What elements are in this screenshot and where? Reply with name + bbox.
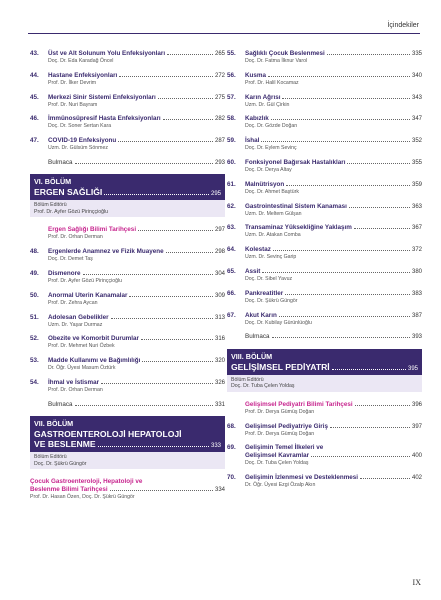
toc-entry[interactable]	[30, 115, 225, 130]
entry-page: 352	[411, 138, 422, 145]
entry-page: 393	[411, 334, 422, 341]
entry-title: Üst ve Alt Solunum Yolu Enfeksiyonları	[48, 50, 166, 57]
entry-title: Assit	[245, 267, 261, 275]
toc-entry-history[interactable]	[30, 226, 225, 241]
entry-author: Uzm. Dr. Meltem Gülşan	[245, 210, 302, 217]
entry-page: 402	[411, 475, 422, 482]
toc-entry[interactable]	[30, 94, 225, 109]
entry-number: 44.	[30, 71, 39, 79]
toc-entry[interactable]	[30, 314, 225, 329]
entry-number: 50.	[30, 291, 39, 299]
toc-entry[interactable]	[227, 246, 422, 261]
entry-page: 372	[411, 247, 422, 254]
entry-number: 63.	[227, 224, 236, 232]
entry-number: 48.	[30, 248, 39, 256]
entry-title: Gelişimsel Pediyatri Bilimi Tarihçesi	[245, 400, 353, 408]
entry-author: Doç. Dr. Derya Altay	[245, 166, 292, 173]
entry-number: 53.	[30, 357, 39, 365]
toc-group	[227, 50, 422, 326]
entry-page: 304	[214, 271, 225, 278]
entry-title-line2: Beslenme Bilimi Tarihçesi	[30, 486, 108, 494]
entry-author: Prof. Dr. Halil Kocamaz	[245, 79, 299, 86]
toc-group	[227, 401, 422, 437]
entry-author: Prof. Dr. Zehra Aycan	[48, 299, 98, 306]
toc-entry[interactable]	[227, 224, 422, 239]
entry-author: Uzm. Dr. Atakan Comba	[245, 232, 301, 239]
toc-entry[interactable]	[30, 72, 225, 87]
entry-author: Prof. Dr. Orhan Derman	[48, 234, 103, 241]
toc-entry[interactable]	[30, 137, 225, 152]
entry-page: 272	[214, 72, 225, 79]
entry-author: Uzm. Dr. Yaşar Durmaz	[48, 321, 103, 328]
entry-number: 55.	[227, 50, 236, 57]
entry-author: Doç. Dr. Ahmet Baştürk	[245, 188, 299, 195]
entry-page: 380	[411, 268, 422, 275]
entry-number: 67.	[227, 311, 236, 319]
entry-page: 293	[214, 159, 225, 166]
entry-number: 43.	[30, 50, 39, 57]
toc-entry[interactable]	[30, 335, 225, 350]
toc-entry[interactable]	[30, 357, 225, 372]
entry-author: Prof. Dr. Derya Gümüş Doğan	[245, 430, 315, 437]
entry-title: COVID-19 Enfeksiyonu	[48, 137, 117, 145]
entry-number: 61.	[227, 180, 236, 188]
toc-entry-history[interactable]	[30, 478, 225, 501]
entry-author: Doç. Dr. Sibel Yavuz	[245, 275, 293, 282]
entry-title: Ergen Sağlığı Bilimi Tarihçesi	[48, 226, 137, 234]
entry-page: 275	[214, 94, 225, 101]
entry-author: Doç. Dr. Kubilay Gürünlüoğlu	[245, 319, 312, 326]
toc-right-column	[227, 50, 422, 496]
entry-title: Bulmaca	[48, 400, 73, 408]
toc-entry-bulmaca[interactable]	[30, 159, 225, 167]
toc-entry[interactable]	[30, 292, 225, 307]
entry-title: Gelişimin İzlenmesi ve Desteklenmesi	[245, 474, 359, 482]
entry-number: 47.	[30, 137, 39, 145]
entry-author: Uzm. Dr. Gülsüm Sönmez	[48, 145, 108, 152]
entry-author: Doç. Dr. Şükrü Güngör	[245, 297, 298, 304]
toc-group	[30, 226, 225, 393]
toc-group	[30, 50, 225, 152]
toc-entry[interactable]	[30, 270, 225, 285]
entry-page: 298	[214, 249, 225, 256]
section-editor-name: Doç. Dr. Tuba Çelen Yoldaş	[231, 383, 295, 390]
section-title: GELİŞİMSEL PEDİYATRİ	[231, 361, 330, 372]
section-viii-header[interactable]	[227, 349, 422, 392]
entry-number: 65.	[227, 267, 236, 275]
toc-entry[interactable]	[227, 423, 422, 438]
entry-number: 57.	[227, 93, 236, 101]
entry-number: 60.	[227, 158, 236, 166]
section-editor-name: Doç. Dr. Şükrü Güngör	[34, 460, 87, 467]
toc-entry-bulmaca[interactable]	[227, 333, 422, 341]
header-title: İçindekiler	[387, 22, 419, 29]
entry-author: Prof. Dr. Derya Gümüş Doğan	[245, 408, 315, 415]
entry-author: Doç. Dr. Soner Sertan Kara	[48, 123, 112, 130]
toc-entry-bulmaca[interactable]	[30, 401, 225, 409]
entry-page: 397	[411, 423, 422, 430]
entry-title-line2: Gelişimsel Kavramlar	[245, 452, 310, 460]
entry-author: Doç. Dr. Demet Taş	[48, 256, 93, 263]
entry-title: Bulmaca	[48, 158, 73, 166]
entry-author: Prof. Dr. Ayfer Gözü Pirinççioğlu	[48, 278, 122, 285]
toc-entry[interactable]	[30, 50, 225, 65]
section-editor: Bölüm Editörü Doç. Dr. Tuba Çelen Yoldaş	[227, 375, 422, 392]
entry-page: 309	[214, 292, 225, 299]
entry-title: Bulmaca	[245, 333, 270, 341]
toc-entry[interactable]	[227, 50, 422, 65]
entry-number: 54.	[30, 379, 39, 387]
toc-entry[interactable]	[30, 248, 225, 263]
entry-title: Gastrointestinal Sistem Kanaması	[245, 202, 347, 210]
entry-title: Adolesan Gebelikler	[48, 313, 109, 321]
entry-title: Obezite ve Komorbit Durumlar	[48, 335, 139, 343]
entry-title: Çocuk Gastroenteroloji, Hepatoloji ve	[30, 478, 143, 486]
section-page: 333	[210, 443, 221, 450]
entry-author: Doç. Dr. Eylem Sevinç	[245, 145, 297, 152]
toc-entry[interactable]	[227, 444, 422, 467]
entry-title: Dismenore	[48, 270, 81, 278]
entry-title: Kabızlık	[245, 115, 269, 123]
entry-page: 320	[214, 358, 225, 365]
entry-page: 363	[411, 203, 422, 210]
entry-page: 326	[214, 380, 225, 387]
section-page: 395	[407, 365, 418, 372]
entry-page: 359	[411, 181, 422, 188]
section-page: 295	[210, 191, 221, 198]
toc-entry[interactable]	[30, 379, 225, 394]
entry-page: 297	[214, 227, 225, 234]
page-number: IX	[412, 578, 421, 587]
entry-number: 70.	[227, 474, 236, 482]
entry-title: Karın Ağrısı	[245, 93, 281, 101]
section-label: VI. BÖLÜM	[30, 174, 225, 187]
entry-page: 396	[411, 401, 422, 408]
entry-title: İmmünosüpresif Hasta Enfeksiyonları	[48, 115, 161, 123]
entry-title: Akut Karın	[245, 311, 277, 319]
toc-entry-history[interactable]	[227, 401, 422, 416]
entry-title: Kolestaz	[245, 246, 271, 254]
entry-page: 331	[214, 401, 225, 408]
section-editor-name: Prof. Dr. Ayfer Gözü Pirinççioğlu	[34, 208, 108, 215]
entry-title: İhmal ve İstismar	[48, 379, 100, 387]
entry-author: Dr. Öğr. Üyesi Masum Öztürk	[48, 365, 116, 372]
entry-page: 335	[411, 51, 422, 57]
entry-number: 56.	[227, 71, 236, 79]
entry-number: 58.	[227, 115, 236, 123]
toc-left-column	[30, 50, 225, 508]
entry-number: 46.	[30, 115, 39, 123]
entry-page: 282	[214, 116, 225, 123]
entry-author: Prof. Dr. Mehmet Nuri Özbek	[48, 343, 115, 350]
entry-number: 45.	[30, 93, 39, 101]
section-label: VIII. BÖLÜM	[227, 349, 422, 362]
toc-entry[interactable]	[227, 290, 422, 305]
section-title-line2: VE BESLENME	[34, 439, 96, 450]
toc-entry[interactable]	[227, 312, 422, 327]
entry-number: 68.	[227, 422, 236, 430]
section-editor: Bölüm Editörü Prof. Dr. Ayfer Gözü Pirinççioğlu	[30, 200, 225, 217]
entry-page: 287	[214, 138, 225, 145]
entry-author: Uzm. Dr. Sevinç Garip	[245, 254, 297, 261]
entry-title: Madde Kullanımı ve Bağımlılığı	[48, 357, 141, 365]
entry-title: Gelişimsel Pediyatriye Giriş	[245, 422, 328, 430]
entry-number: 66.	[227, 289, 236, 297]
entry-author: Doç. Dr. Fatma İlknur Varol	[245, 58, 308, 64]
entry-title: Anormal Uterin Kanamalar	[48, 291, 128, 299]
header-rule	[28, 33, 420, 34]
section-vi-header[interactable]	[30, 174, 225, 217]
entry-page: 400	[411, 453, 422, 460]
entry-author: Prof. Dr. İlker Devrim	[48, 79, 97, 86]
entry-title: Pankreatitler	[245, 289, 284, 297]
toc-entry[interactable]	[227, 72, 422, 87]
entry-page: 313	[214, 314, 225, 321]
entry-title: Merkezi Sinir Sistemi Enfeksiyonları	[48, 93, 156, 101]
entry-number: 69.	[227, 444, 236, 452]
entry-author: Doç. Dr. Eda Karadağ Öncel	[48, 58, 114, 64]
entry-page: 355	[411, 159, 422, 166]
toc-entry[interactable]	[227, 474, 422, 489]
entry-title: Transaminaz Yüksekliğine Yaklaşım	[245, 224, 352, 232]
section-vii-header[interactable]	[30, 416, 225, 469]
entry-number: 52.	[30, 335, 39, 343]
entry-title: Gelişimin Temel İlkeleri ve	[245, 444, 324, 452]
toc-entry[interactable]	[227, 268, 422, 283]
section-title: ERGEN SAĞLIĞI	[34, 187, 103, 198]
toc-entry[interactable]	[227, 181, 422, 196]
entry-title: İshal	[245, 137, 260, 145]
section-editor: Bölüm Editörü Doç. Dr. Şükrü Güngör	[30, 452, 225, 469]
entry-page: 265	[214, 51, 225, 57]
entry-page: 334	[214, 487, 225, 494]
entry-page: 343	[411, 94, 422, 101]
entry-page: 367	[411, 225, 422, 232]
entry-title: Malnütrisyon	[245, 180, 285, 188]
section-label: VII. BÖLÜM	[30, 416, 225, 429]
entry-page: 387	[411, 312, 422, 319]
entry-number: 51.	[30, 313, 39, 321]
entry-page: 316	[214, 336, 225, 343]
entry-number: 62.	[227, 202, 236, 210]
entry-page: 340	[411, 72, 422, 79]
entry-title: Hastane Enfeksiyonları	[48, 71, 118, 79]
toc-entry[interactable]	[227, 203, 422, 218]
entry-number: 64.	[227, 246, 236, 254]
toc-entry[interactable]	[227, 137, 422, 152]
entry-number: 49.	[30, 270, 39, 278]
entry-title: Ergenlerde Anamnez ve Fizik Muayene	[48, 248, 164, 256]
toc-entry[interactable]	[227, 159, 422, 174]
entry-author: Prof. Dr. Orhan Derman	[48, 387, 103, 394]
entry-title: Fonksiyonel Bağırsak Hastalıkları	[245, 158, 346, 166]
section-title: GASTROENTEROLOJİ HEPATOLOJİ	[34, 429, 182, 440]
entry-number: 59.	[227, 137, 236, 145]
entry-author: Prof. Dr. Hasan Özen, Doç. Dr. Şükrü Güngör	[30, 494, 135, 501]
entry-author: Dr. Öğr. Üyesi Ezgi Özalp Akın	[245, 482, 316, 489]
entry-page: 347	[411, 116, 422, 123]
toc-entry[interactable]	[227, 94, 422, 109]
entry-page: 383	[411, 290, 422, 297]
entry-author: Prof. Dr. Nuri Bayram	[48, 101, 98, 108]
entry-author: Doç. Dr. Tuba Çelen Yoldaş	[245, 460, 309, 467]
toc-entry[interactable]	[227, 115, 422, 130]
entry-author: Doç. Dr. Gözde Doğan	[245, 123, 298, 130]
entry-title: Kusma	[245, 71, 266, 79]
entry-author: Uzm. Dr. Gül Çirkin	[245, 101, 290, 108]
entry-title: Sağlıklı Çocuk Beslenmesi	[245, 50, 325, 57]
